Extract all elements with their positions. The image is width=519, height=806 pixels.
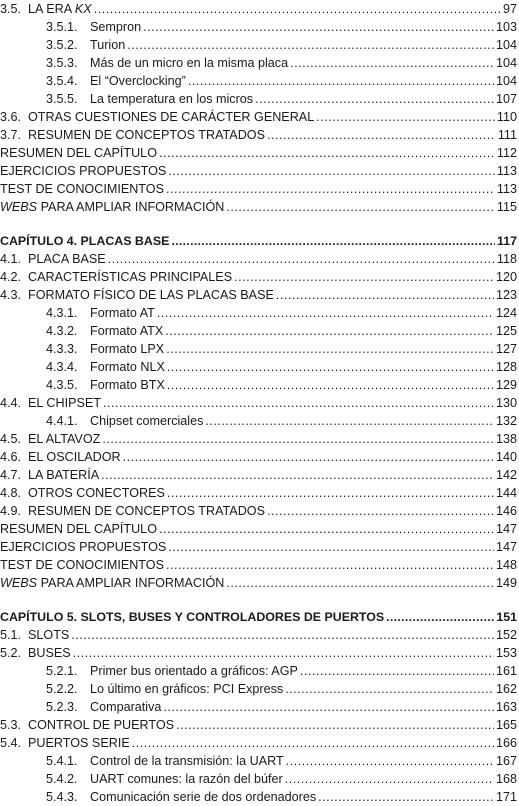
dot-leader [168, 162, 495, 180]
toc-entry-title [28, 0, 93, 18]
dot-leader [165, 322, 494, 340]
toc-entry-title [28, 394, 102, 412]
toc-entry-number: 4.3.5. [46, 378, 78, 392]
dot-leader [168, 538, 494, 556]
toc-entry-number: 3.5.4. [46, 74, 78, 88]
toc-entry-number: 5.4.2. [46, 772, 78, 786]
toc-entry-title-text: Primer bus orientado a gráficos: AGP [90, 664, 298, 678]
toc-entry-title [28, 734, 131, 752]
toc-entry-number: 4.1. [0, 252, 22, 266]
toc-page-number: 161 [495, 664, 517, 678]
toc-page-number: 115 [496, 200, 517, 214]
dot-leader [171, 232, 495, 250]
toc-entry-title-text: LA ERA [28, 2, 75, 16]
toc-entry-title-text: EL ALTAVOZ [28, 432, 101, 446]
toc-entry[interactable] [0, 268, 519, 286]
toc-entry[interactable] [0, 644, 519, 662]
toc-entry-title [0, 232, 170, 250]
toc-entry-title [0, 608, 385, 626]
toc-entry-title [90, 788, 317, 806]
toc-entry[interactable] [0, 126, 519, 144]
dot-leader [286, 752, 494, 770]
toc-entry-number: 4.8. [0, 486, 22, 500]
toc-entry[interactable] [0, 286, 519, 304]
toc-entry-number: 5.2.1. [46, 664, 78, 678]
toc-entry[interactable] [0, 788, 519, 806]
dot-leader [267, 126, 496, 144]
toc-entry-number: 4.2. [0, 270, 22, 284]
toc-entry-title-text: Formato ATX [90, 324, 164, 338]
dot-leader [143, 18, 494, 36]
dot-leader [234, 268, 494, 286]
dot-leader [166, 180, 495, 198]
toc-entry-number: 4.6. [0, 450, 22, 464]
toc-entry-title-text: Control de la transmisión: la UART [90, 754, 284, 768]
toc-entry[interactable] [0, 340, 519, 358]
toc-entry-title [90, 770, 284, 788]
toc-page-number: 149 [495, 576, 517, 590]
toc-entry-number: 4.5. [0, 432, 22, 446]
toc-entry-title [0, 556, 165, 574]
toc-entry-title-text: Formato BTX [90, 378, 165, 392]
toc-page-number: 151 [496, 610, 517, 624]
toc-entry-title [28, 286, 275, 304]
toc-entry-title [28, 268, 233, 286]
toc-entry-number: 5.4.3. [46, 790, 78, 804]
toc-entry-title-text: SLOTS [28, 628, 70, 642]
dot-leader [285, 770, 494, 788]
toc-entry-title-text: OTRAS CUESTIONES DE CARÁCTER GENERAL [28, 110, 315, 124]
toc-entry[interactable] [0, 770, 519, 788]
toc-entry-title-text: RESUMEN DE CONCEPTOS TRATADOS [28, 504, 265, 518]
toc-entry-title-text: TEST DE CONOCIMIENTOS [0, 558, 164, 572]
toc-entry-title [90, 752, 285, 770]
toc-entry-title-text: CAPÍTULO 4. PLACAS BASE [0, 234, 170, 248]
toc-entry-title [28, 430, 101, 448]
toc-entry[interactable] [0, 448, 519, 466]
toc-entry-title [28, 644, 72, 662]
toc-page-number: 130 [495, 396, 517, 410]
toc-entry-title [90, 322, 164, 340]
toc-entry-title-text: BUSES [28, 646, 71, 660]
dot-leader [276, 286, 494, 304]
toc-entry-title [0, 198, 225, 216]
toc-page-number: 147 [495, 540, 517, 554]
toc-entry[interactable] [0, 412, 519, 430]
toc-page-number: 128 [495, 360, 517, 374]
toc-entry-title [28, 502, 266, 520]
toc-entry-title-text: EL OSCILADOR [28, 450, 121, 464]
toc-page-number: 142 [495, 468, 517, 482]
toc-entry-title-text: CONTROL DE PUERTOS [28, 718, 175, 732]
toc-entry-title [90, 72, 187, 90]
toc-entry-title-text: Formato LPX [90, 342, 165, 356]
toc-entry-title [0, 520, 158, 538]
toc-entry-number: 4.3.3. [46, 342, 78, 356]
toc-entry-title [28, 716, 175, 734]
toc-page-number: 166 [495, 736, 517, 750]
toc-page-number: 125 [495, 324, 517, 338]
toc-entry-title [90, 340, 165, 358]
dot-leader [132, 734, 494, 752]
dot-leader [255, 90, 494, 108]
toc-entry[interactable] [0, 466, 519, 484]
toc-entry-title [0, 574, 225, 592]
toc-entry-title-text: PARA AMPLIAR INFORMACIÓN [37, 200, 225, 214]
toc-entry-title-text: RESUMEN DEL CAPÍTULO [0, 522, 157, 536]
toc-entry-number: 5.2. [0, 646, 22, 660]
toc-entry-title-text: Turion [90, 38, 126, 52]
toc-chapter-heading[interactable] [0, 608, 519, 626]
toc-entry-number: 5.4. [0, 736, 22, 750]
toc-entry-number: 5.2.3. [46, 700, 78, 714]
toc-entry-title [0, 162, 167, 180]
toc-entry-title-text: TEST DE CONOCIMIENTOS [0, 182, 164, 196]
toc-page-number: 165 [495, 718, 517, 732]
toc-entry-title-text: La temperatura en los micros [90, 92, 254, 106]
toc-entry[interactable] [0, 72, 519, 90]
toc-entry[interactable] [0, 108, 519, 126]
toc-entry-title-text: Formato NLX [90, 360, 165, 374]
toc-page-number: 104 [495, 56, 517, 70]
toc-entry[interactable] [0, 556, 519, 574]
toc-entry[interactable] [0, 36, 519, 54]
dot-leader [94, 0, 501, 18]
toc-page-number: 168 [495, 772, 517, 786]
toc-page-number: 117 [497, 234, 517, 248]
toc-entry-title-text: LA BATERÍA [28, 468, 100, 482]
dot-leader [108, 250, 495, 268]
toc-entry[interactable] [0, 574, 519, 592]
toc-entry[interactable] [0, 144, 519, 162]
toc-entry-title-text: Comparativa [90, 700, 162, 714]
toc-entry-title-emphasis: KX [74, 2, 92, 16]
toc-entry[interactable] [0, 162, 519, 180]
dot-leader [226, 574, 494, 592]
toc-page-number: 138 [495, 432, 517, 446]
toc-entry-number: 3.5.2. [46, 38, 78, 52]
toc-chapter-heading[interactable] [0, 232, 519, 250]
toc-entry-title-text: Chipset comerciales [90, 414, 204, 428]
toc-entry-title-text: CARACTERÍSTICAS PRINCIPALES [28, 270, 233, 284]
toc-entry-number: 5.1. [0, 628, 22, 642]
toc-entry[interactable] [0, 0, 519, 18]
toc-entry-number: 4.3.1. [46, 306, 78, 320]
toc-entry[interactable] [0, 250, 519, 268]
toc-entry-number: 3.5. [0, 2, 22, 16]
toc-entry-title [28, 250, 107, 268]
toc-entry[interactable] [0, 626, 519, 644]
toc-entry[interactable] [0, 752, 519, 770]
toc-entry-number: 4.9. [0, 504, 22, 518]
toc-page-number: 162 [495, 682, 517, 696]
toc-entry-title-text: CAPÍTULO 5. SLOTS, BUSES Y CONTROLADORES DE PUERTOS [0, 610, 385, 624]
toc-page-number: 148 [495, 558, 517, 572]
toc-page-number: 113 [496, 182, 517, 196]
toc-entry-title [90, 662, 299, 680]
toc-page-number: 127 [495, 342, 517, 356]
toc-entry-title-text: RESUMEN DEL CAPÍTULO [0, 146, 157, 160]
toc-entry[interactable] [0, 18, 519, 36]
dot-leader [318, 788, 494, 806]
toc-entry[interactable] [0, 54, 519, 72]
toc-entry[interactable] [0, 376, 519, 394]
toc-page-number: 167 [495, 754, 517, 768]
toc-entry[interactable] [0, 662, 519, 680]
toc-page-number: 120 [495, 270, 517, 284]
toc-entry[interactable] [0, 716, 519, 734]
toc-entry-title-text: El “Overclocking” [90, 74, 186, 88]
toc-entry-title-text: EL CHIPSET [28, 396, 102, 410]
toc-entry-title-text: Lo último en gráficos: PCI Express [90, 682, 284, 696]
toc-entry-title-emphasis: WEBS [0, 576, 38, 590]
toc-entry-title [28, 126, 266, 144]
toc-entry[interactable] [0, 198, 519, 216]
dot-leader [159, 144, 495, 162]
toc-entry-number: 5.4.1. [46, 754, 78, 768]
toc-entry[interactable] [0, 430, 519, 448]
toc-page-number: 118 [496, 252, 517, 266]
dot-leader [176, 716, 494, 734]
toc-entry[interactable] [0, 90, 519, 108]
toc-page-number: 123 [495, 288, 517, 302]
toc-entry-title [90, 36, 126, 54]
toc-page-number: 124 [495, 306, 517, 320]
dot-leader [166, 340, 494, 358]
toc-entry-title-text: OTROS CONECTORES [28, 486, 165, 500]
toc-entry-number: 3.5.3. [46, 56, 78, 70]
toc-page-number: 107 [495, 92, 517, 106]
toc-entry-title [90, 54, 289, 72]
dot-leader [73, 644, 494, 662]
dot-leader [159, 520, 494, 538]
toc-entry-title-text: EJERCICIOS PROPUESTOS [0, 164, 167, 178]
toc-entry-number: 5.3. [0, 718, 22, 732]
toc-entry-number: 3.7. [0, 128, 22, 142]
toc-page-number: 144 [495, 486, 517, 500]
toc-entry-title [90, 680, 284, 698]
toc-entry[interactable] [0, 304, 519, 322]
toc-entry-title [90, 18, 142, 36]
toc-entry[interactable] [0, 484, 519, 502]
toc-page-number: 111 [497, 128, 517, 142]
dot-leader [166, 556, 494, 574]
toc-entry-number: 4.7. [0, 468, 22, 482]
toc-entry[interactable] [0, 394, 519, 412]
toc-page-number: 163 [495, 700, 517, 714]
toc-entry[interactable] [0, 538, 519, 556]
toc-page-number: 152 [495, 628, 517, 642]
toc-entry-number: 4.4.1. [46, 414, 78, 428]
toc-entry-title [90, 376, 166, 394]
toc-entry[interactable] [0, 358, 519, 376]
dot-leader [167, 484, 494, 502]
toc-entry[interactable] [0, 180, 519, 198]
toc-page-number: 171 [495, 790, 517, 804]
toc-entry-title [0, 180, 165, 198]
toc-entry[interactable] [0, 734, 519, 752]
toc-entry-number: 4.3.2. [46, 324, 78, 338]
toc-entry-title-text: FORMATO FÍSICO DE LAS PLACAS BASE [28, 288, 274, 302]
dot-leader [386, 608, 494, 626]
toc-entry-number: 5.2.2. [46, 682, 78, 696]
toc-entry-number: 3.5.5. [46, 92, 78, 106]
toc-page-number: 104 [495, 74, 517, 88]
dot-leader [300, 662, 494, 680]
toc-entry[interactable] [0, 502, 519, 520]
dot-leader [157, 304, 494, 322]
toc-entry-title [28, 108, 315, 126]
toc-entry-title [0, 538, 167, 556]
toc-page-number: 104 [495, 38, 517, 52]
toc-entry-title [28, 466, 100, 484]
toc-entry-title-text: Sempron [90, 20, 142, 34]
toc-entry-title-text: UART comunes: la razón del búfer [90, 772, 283, 786]
toc-page-number: 147 [495, 522, 517, 536]
toc-entry-title [90, 698, 162, 716]
toc-entry-title-emphasis: WEBS [0, 200, 38, 214]
toc-entry[interactable] [0, 322, 519, 340]
toc-entry[interactable] [0, 698, 519, 716]
toc-entry[interactable] [0, 520, 519, 538]
toc-entry-title [90, 412, 204, 430]
toc-page-number: 110 [496, 110, 517, 124]
dot-leader [123, 448, 494, 466]
dot-leader [285, 680, 494, 698]
toc-entry-number: 3.5.1. [46, 20, 78, 34]
toc-entry-title-text: PLACA BASE [28, 252, 106, 266]
toc-entry-title-text: Formato AT [90, 306, 155, 320]
toc-entry-title [28, 448, 122, 466]
dot-leader [163, 698, 494, 716]
toc-entry-title-text: RESUMEN DE CONCEPTOS TRATADOS [28, 128, 265, 142]
toc-page-number: 129 [495, 378, 517, 392]
dot-leader [267, 502, 494, 520]
dot-leader [167, 358, 494, 376]
dot-leader [205, 412, 494, 430]
toc-page-number: 112 [496, 146, 517, 160]
dot-leader [102, 430, 494, 448]
dot-leader [188, 72, 494, 90]
toc-page-number: 103 [495, 20, 517, 34]
toc-page-number: 140 [495, 450, 517, 464]
toc-entry-title [90, 358, 166, 376]
toc-entry-number: 3.6. [0, 110, 22, 124]
toc-page-number: 113 [496, 164, 517, 178]
toc-entry-title-text: PUERTOS SERIE [28, 736, 130, 750]
toc-entry-title-text: EJERCICIOS PROPUESTOS [0, 540, 167, 554]
dot-leader [290, 54, 494, 72]
toc-entry-title [90, 304, 156, 322]
toc-entry-title [28, 484, 166, 502]
toc-entry-title-text: Comunicación serie de dos ordenadores [90, 790, 317, 804]
dot-leader [167, 376, 494, 394]
dot-leader [101, 466, 494, 484]
dot-leader [127, 36, 494, 54]
toc-page-number: 97 [502, 2, 517, 16]
toc-entry-number: 4.4. [0, 396, 22, 410]
toc-entry-number: 4.3.4. [46, 360, 78, 374]
toc-page-number: 146 [495, 504, 517, 518]
toc-entry-title [0, 144, 158, 162]
dot-leader [226, 198, 495, 216]
toc-entry-number: 4.3. [0, 288, 22, 302]
toc-entry-title [28, 626, 70, 644]
dot-leader [71, 626, 494, 644]
toc-page-number: 132 [495, 414, 517, 428]
toc-entry-title-text: PARA AMPLIAR INFORMACIÓN [37, 576, 225, 590]
toc-entry[interactable] [0, 680, 519, 698]
dot-leader [316, 108, 495, 126]
toc-page-number: 153 [495, 646, 517, 660]
toc-entry-title [90, 90, 254, 108]
toc-entry-title-text: Más de un micro en la misma placa [90, 56, 289, 70]
dot-leader [103, 394, 494, 412]
